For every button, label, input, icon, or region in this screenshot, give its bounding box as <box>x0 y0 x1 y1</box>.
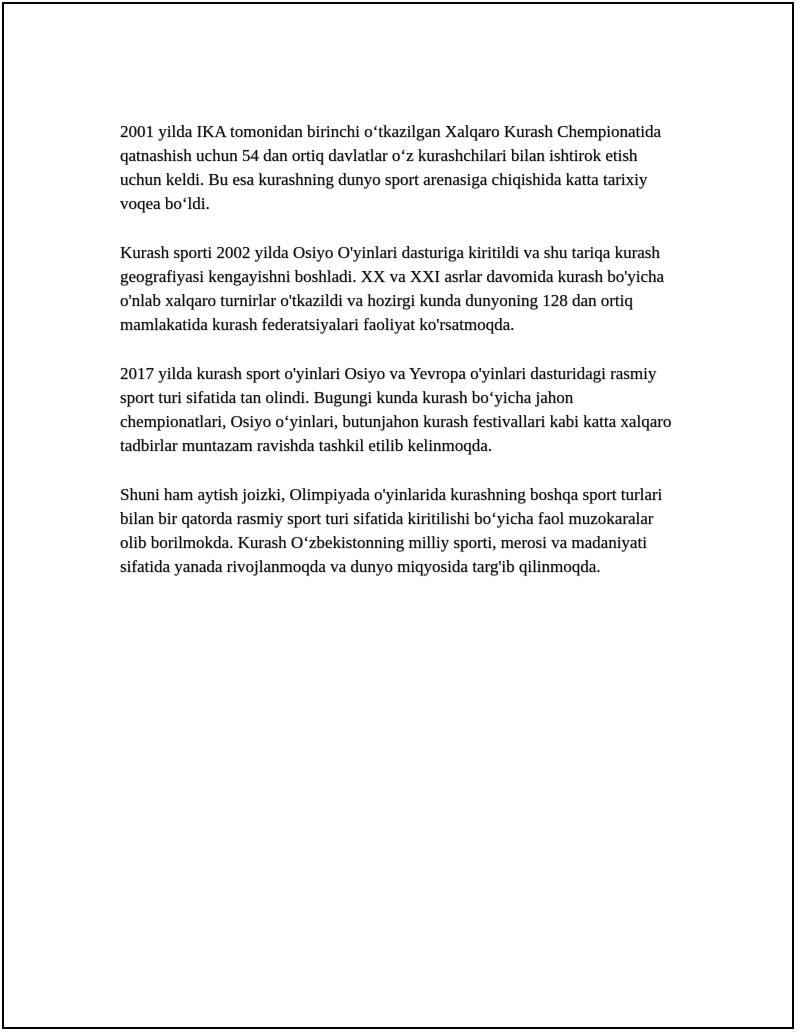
document-page <box>2 2 794 1029</box>
paragraph-2: Kurash sporti 2002 yilda Osiyo O'yinlari dasturiga kiritildi va shu tariqa kurash geografiyasi kengayishni boshladi. XX va XXI asrlar davomida kurash bo'yicha o'nlab xalqaro turnirlar o'tkazildi va hozirgi kunda dunyoning 128 dan ortiq mamlakatida kurash federatsiyalari faoliyat ko'rsatmoqda. <box>120 243 665 334</box>
paragraph-3: 2017 yilda kurash sport o'yinlari Osiyo va Yevropa o'yinlari dasturidagi rasmiy sport turi sifatida tan olindi. Bugungi kunda kurash bo‘yicha jahon chempionatlari, Osiyo o‘yinlari, butunjahon kurash festivallari kabi katta xalqaro tadbirlar muntazam ravishda tashkil etilib kelinmoqda. <box>120 364 672 455</box>
document-body <box>120 120 680 604</box>
paragraph-4: Shuni ham aytish joizki, Olimpiyada o'yinlarida kurashning boshqa sport turlari bilan bir qatorda rasmiy sport turi sifatida kiritilishi bo‘yicha faol muzokaralar olib borilmokda. Kurash O‘zbekistonning milliy sporti, merosi va madaniyati sifatida yanada rivojlanmoqda va dunyo miqyosida targ'ib qilinmoqda. <box>120 485 663 576</box>
paragraph-1: 2001 yilda IKA tomonidan birinchi o‘tkazilgan Xalqaro Kurash Chempionatida qatnashish uchun 54 dan ortiq davlatlar o‘z kurashchilari bilan ishtirok etish uchun keldi. Bu esa kurashning dunyo sport arenasiga chiqishida katta tarixiy voqea bo‘ldi. <box>120 122 662 213</box>
